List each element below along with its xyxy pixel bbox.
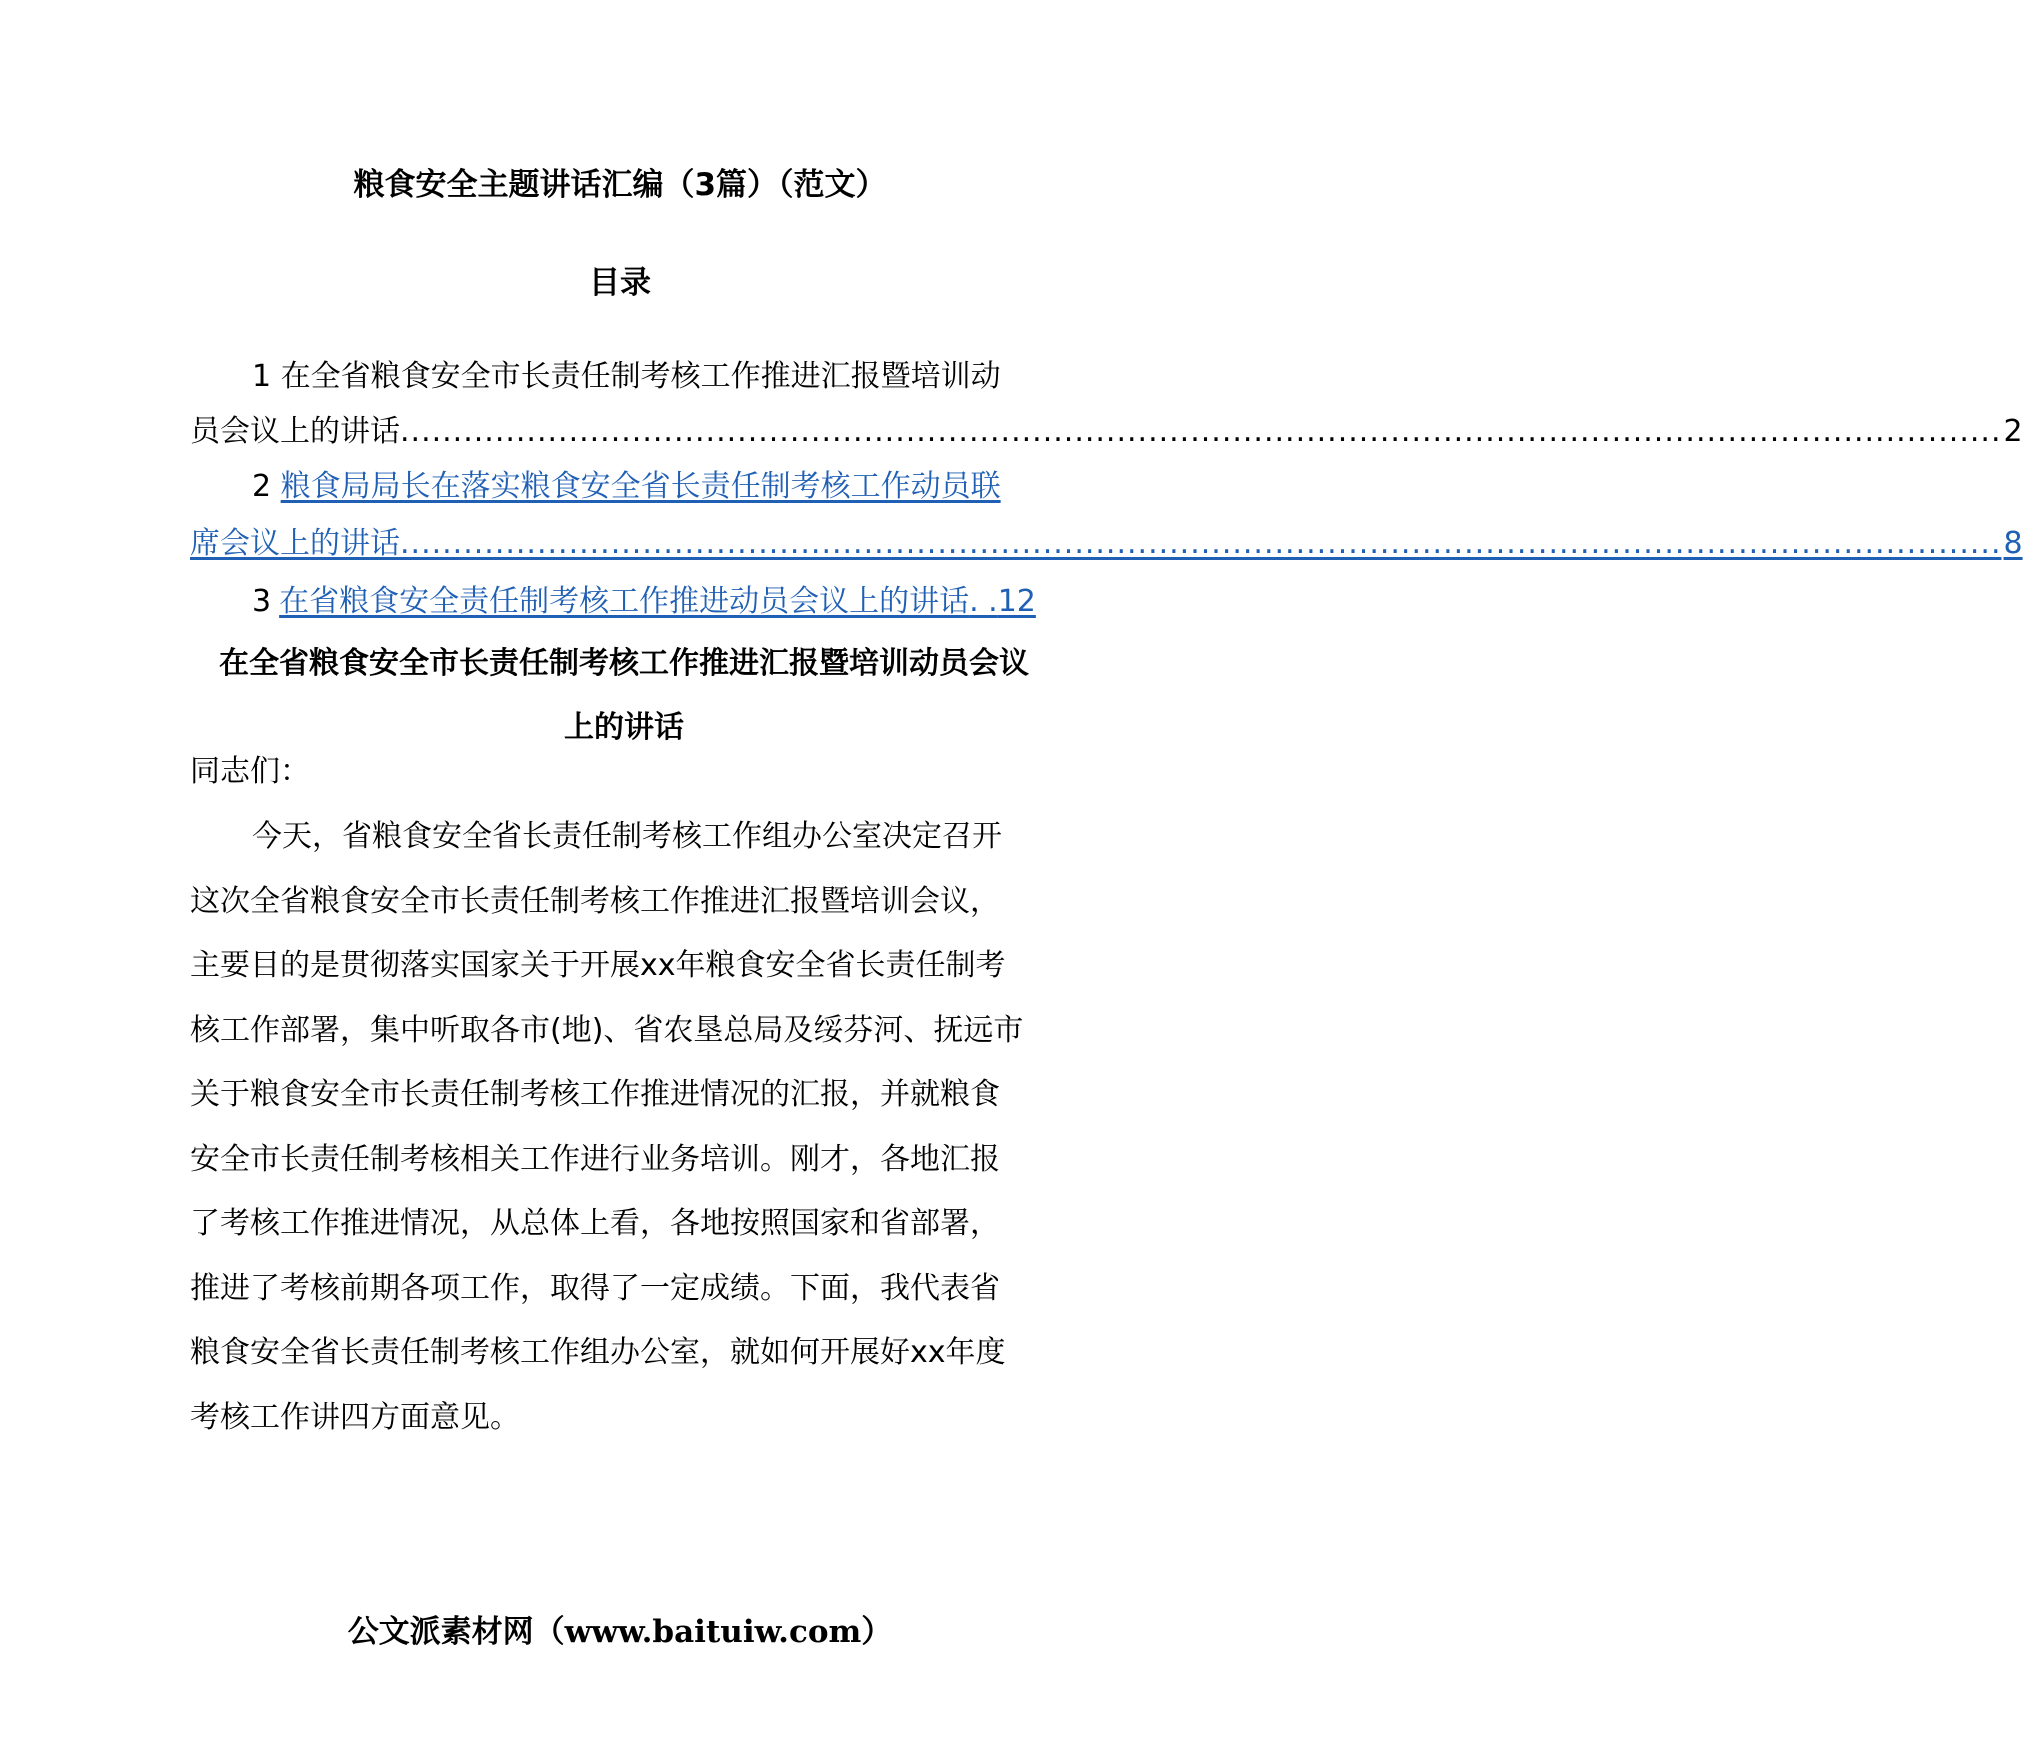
toc-page-number[interactable]: 8 [2003, 526, 2023, 561]
toc-entry-link[interactable]: 粮食局局长在落实粮食安全省长责任制考核工作动员联 [280, 469, 1001, 504]
toc-entry-title: 在全省粮食安全市长责任制考核工作推进汇报暨培训动 [280, 359, 1001, 394]
body-line: 粮食安全省长责任制考核工作组办公室，就如何开展好xx年度 [190, 1335, 1006, 1370]
toc-entry-1-cont[interactable] [190, 410, 2023, 454]
section-title-line-1: 在全省粮食安全市长责任制考核工作推进汇报暨培训动员会议 [219, 646, 1029, 681]
toc-leader-dots: ........................................................................................................................................................ [400, 414, 2002, 449]
toc-entry-link-cont[interactable]: 席会议上的讲话 [190, 526, 400, 561]
toc-leader-dots: ........................................................................................................................................................ [400, 526, 2002, 561]
body-line: 主要目的是贯彻落实国家关于开展xx年粮食安全省长责任制考 [190, 948, 1006, 983]
toc-page-number: 2 [2003, 414, 2023, 449]
toc-entry-2-cont[interactable] [190, 522, 2023, 566]
salutation-text: 同志们： [190, 754, 310, 789]
toc-heading: 目录 [589, 265, 651, 301]
toc-entry-1[interactable] [190, 355, 1120, 399]
toc-page-number[interactable]: 12 [997, 584, 1036, 619]
toc-entry-number: 1 [252, 359, 272, 394]
body-line: 今天，省粮食安全省长责任制考核工作组办公室决定召开 [252, 819, 1002, 854]
body-line: 安全市长责任制考核相关工作进行业务培训。刚才，各地汇报 [190, 1141, 1000, 1177]
body-line: 这次全省粮食安全市长责任制考核工作推进汇报暨培训会议， [190, 883, 1000, 919]
toc-entry-title-cont: 员会议上的讲话 [190, 414, 400, 449]
document-title: 粮食安全主题讲话汇编（3篇）（范文） [353, 167, 887, 203]
body-line: 考核工作讲四方面意见。 [190, 1399, 520, 1435]
body-line: 了考核工作推进情况，从总体上看，各地按照国家和省部署， [190, 1206, 1000, 1241]
body-line: 关于粮食安全市长责任制考核工作推进情况的汇报，并就粮食 [190, 1077, 1000, 1112]
toc-entry-number: 3 [252, 584, 272, 619]
toc-entry-3[interactable] [190, 580, 1120, 624]
body-paragraph [190, 805, 1058, 1450]
body-line: 推进了考核前期各项工作，取得了一定成绩。下面，我代表省 [190, 1270, 1000, 1306]
toc-entry-2[interactable] [190, 465, 1120, 509]
toc-entry-link[interactable]: 在省粮食安全责任制考核工作推进动员会议上的讲话 [279, 584, 970, 619]
footer-watermark: 公文派素材网（www.baituiw.com） [347, 1614, 893, 1650]
toc-entry-number: 2 [252, 469, 272, 504]
section-title-line-2: 上的讲话 [564, 710, 684, 745]
body-line: 核工作部署，集中听取各市(地)、省农垦总局及绥芬河、抚远市 [190, 1012, 1024, 1048]
toc-leader-dots: . . [969, 584, 998, 619]
salutation [190, 740, 1058, 805]
